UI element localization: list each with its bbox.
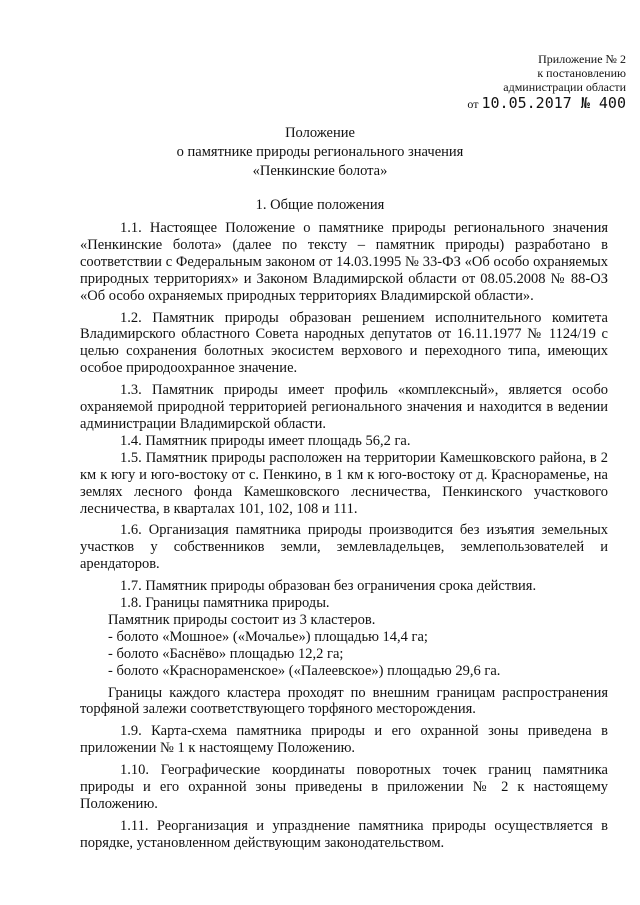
paragraph-1-2: 1.2. Памятник природы образован решением исполнительного комитета Владимирского областного Совета народных депутатов от 16.11.1977 № 1124/19 с целью сохранения болотных экосистем верхового и переходного типа, имеющих особое природоохранное значение. <box>80 309 608 377</box>
clusters-intro: Памятник природы состоит из 3 кластеров. <box>108 611 376 628</box>
paragraph-1-3: 1.3. Памятник природы имеет профиль «комплексный», является особо охраняемой природной территорией регионального значения и находится в ведении администрации Владимирской области. <box>80 382 608 432</box>
paragraph-1-1: 1.1. Настоящее Положение о памятнике природы регионального значения «Пенкинские болота» (далее по тексту – памятник природы) разработано в соответствии с Федеральным законом от 14.03.1995 № 33-ФЗ «Об особо охраняемых природных территориях» и Законом Владимирской области от 08.05.2008 № 88-ОЗ «Об особо охраняемых природных территориях Владимирской области». <box>80 220 608 304</box>
annex-authority: администрации области <box>503 80 626 94</box>
document-body <box>80 220 608 852</box>
section-heading: 1. Общие положения <box>255 197 385 213</box>
annex-date-prefix: от <box>467 97 479 111</box>
paragraph-1-7: 1.7. Памятник природы образован без ограничения срока действия. <box>120 578 537 595</box>
cluster-item: - болото «Мошное» («Мочалье») площадью 14,4 га; <box>108 628 428 645</box>
cluster-item: - болото «Баснёво» площадью 12,2 га; <box>108 645 344 662</box>
paragraph-1-10: 1.10. Географические координаты поворотных точек границ памятника природы и его охранной зоны приведены в приложении № 2 к настоящему Положению. <box>80 762 608 812</box>
paragraph-1-8: 1.8. Границы памятника природы. <box>120 595 330 612</box>
annex-reference: к постановлению <box>537 66 626 80</box>
paragraph-1-11: 1.11. Реорганизация и упразднение памятника природы осуществляется в порядке, установленном действующим законодательством. <box>80 817 608 851</box>
title-line-3: «Пенкинские болота» <box>252 163 388 179</box>
borders-paragraph: Границы каждого кластера проходят по внешним границам распространения торфяной залежи соответствующего торфяного месторождения. <box>80 684 608 718</box>
paragraph-1-5: 1.5. Памятник природы расположен на территории Камешковского района, в 2 км к югу и юго-востоку от с. Пенкино, в 1 км к юго-востоку от д. Краснораменье, на землях лесного фонда Камешковского лесничества, Пенкинского участкового лесничества, в кварталах 101, 102, 108 и 111. <box>80 449 608 517</box>
document-title <box>0 124 640 181</box>
annex-date-line <box>467 96 626 111</box>
paragraph-1-6: 1.6. Организация памятника природы производится без изъятия земельных участков у собственников земли, землевладельцев, землепользователей и арендаторов. <box>80 522 608 573</box>
cluster-item: - болото «Краснораменское» («Палеевское») площадью 29,6 га. <box>108 662 501 679</box>
annex-header <box>467 52 626 111</box>
annex-date-value: 10.05.2017 № 400 <box>481 94 626 112</box>
title-line-1: Положение <box>285 125 355 141</box>
paragraph-1-4: 1.4. Памятник природы имеет площадь 56,2 га. <box>120 432 411 449</box>
paragraph-1-9: 1.9. Карта-схема памятника природы и его охранной зоны приведена в приложении № 1 к настоящему Положению. <box>80 723 608 757</box>
title-line-2: о памятнике природы регионального значения <box>176 144 464 160</box>
annex-number: Приложение № 2 <box>538 52 626 66</box>
